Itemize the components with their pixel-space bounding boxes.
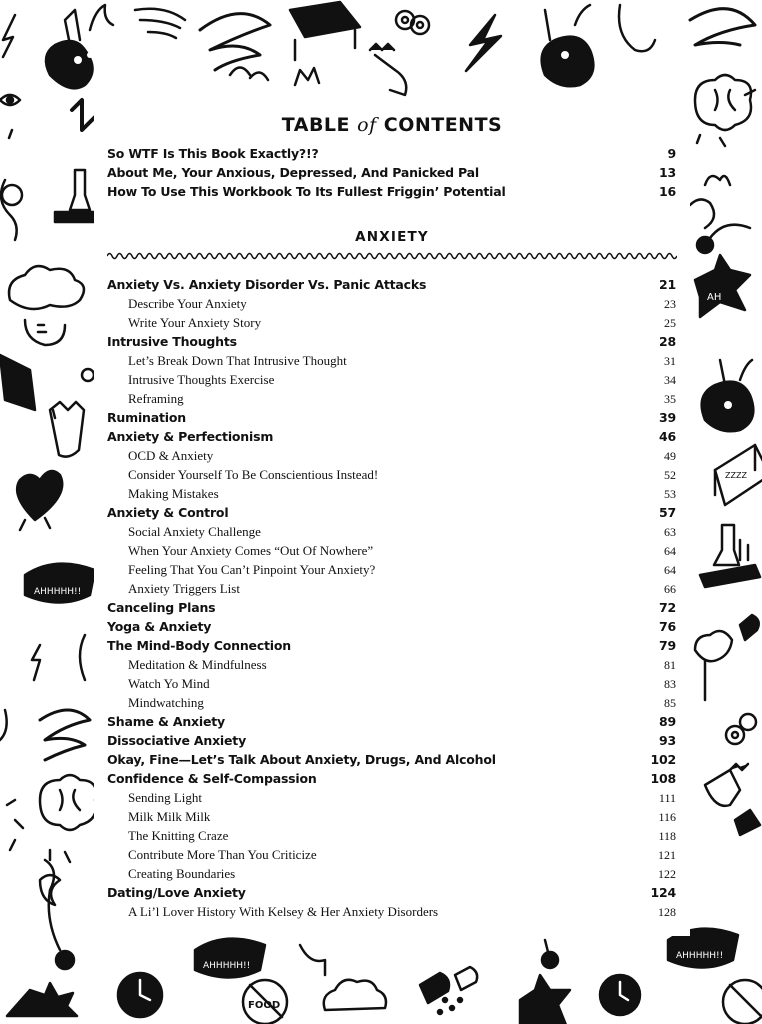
clock-icon — [600, 975, 640, 1015]
pow-text: AH — [707, 292, 722, 303]
entry-page: 118 — [658, 829, 676, 843]
entry-page: 53 — [664, 487, 676, 501]
tornado-scribble-icon — [40, 710, 90, 760]
entry-label: Rumination — [107, 410, 186, 425]
toc-subentry[interactable] — [107, 448, 676, 467]
cloud-head-icon — [324, 980, 386, 1010]
toc-subentry[interactable] — [107, 467, 676, 486]
entry-page: 34 — [664, 373, 676, 387]
lightning-icon — [32, 645, 40, 680]
bottle-icon — [55, 170, 95, 222]
entry-label: Reframing — [128, 391, 184, 406]
pill-icon — [740, 615, 759, 640]
bomb-icon — [40, 860, 74, 969]
toc-entry[interactable] — [107, 334, 676, 353]
toc-subentry[interactable] — [107, 695, 676, 714]
bomb-icon — [542, 940, 558, 968]
entry-label: Anxiety Vs. Anxiety Disorder Vs. Panic Attacks — [107, 277, 427, 292]
entry-page: 35 — [664, 392, 676, 406]
entry-label: A Li’l Lover History With Kelsey & Her Anxiety Disorders — [128, 904, 439, 919]
toc-subentry[interactable] — [107, 296, 676, 315]
flame-stomach-icon — [702, 360, 754, 431]
pow-icon — [7, 983, 77, 1016]
toc-entry[interactable] — [107, 733, 676, 752]
toc-subentry[interactable] — [107, 904, 676, 923]
title-post: CONTENTS — [383, 114, 503, 136]
flame-icon — [705, 176, 730, 185]
entry-page: 13 — [659, 165, 676, 180]
toc-subentry[interactable] — [107, 486, 676, 505]
bottle-icon — [700, 525, 760, 587]
entry-page: 121 — [658, 848, 676, 862]
entry-page: 128 — [658, 905, 676, 919]
brain-icon — [40, 775, 96, 830]
entry-page: 23 — [664, 297, 676, 311]
lightning-icon — [466, 15, 501, 71]
entry-page: 64 — [664, 563, 676, 577]
toc-entry-intro[interactable] — [107, 146, 676, 165]
toc-entry[interactable] — [107, 771, 676, 790]
toc-entry[interactable] — [107, 752, 676, 771]
toc-subentry[interactable] — [107, 353, 676, 372]
entry-page: 79 — [659, 638, 676, 653]
pow-icon — [520, 975, 570, 1024]
bed-icon — [715, 445, 762, 505]
brain-icon — [695, 75, 751, 130]
toc-entry[interactable] — [107, 410, 676, 429]
entry-page: 72 — [659, 600, 676, 615]
title-pre: TABLE — [281, 114, 351, 136]
entry-page: 93 — [659, 733, 676, 748]
ahh-text: AHHHHH!! — [203, 961, 251, 971]
cloud-head-icon — [9, 266, 84, 345]
section-heading: ANXIETY — [355, 229, 429, 245]
entry-label: Milk Milk Milk — [128, 809, 211, 824]
ahh-text: AHHHHH!! — [34, 587, 82, 597]
entry-label: Let’s Break Down That Intrusive Thought — [128, 353, 347, 368]
entry-label: Watch Yo Mind — [128, 676, 210, 691]
toc-entry[interactable] — [107, 600, 676, 619]
entry-page: 85 — [664, 696, 676, 710]
entry-page: 46 — [659, 429, 676, 444]
entry-label: Intrusive Thoughts — [107, 334, 237, 349]
hand-icon — [370, 44, 406, 95]
toc-entry[interactable] — [107, 619, 676, 638]
clock-icon — [118, 973, 162, 1017]
title-of: of — [357, 114, 377, 136]
entry-label: Write Your Anxiety Story — [128, 315, 262, 330]
toc-subentry[interactable] — [107, 543, 676, 562]
zzz-text: ZZZZ — [725, 471, 747, 480]
donut-icon — [726, 714, 756, 744]
pill-icon — [420, 967, 477, 1014]
entry-label: Describe Your Anxiety — [128, 296, 247, 311]
toc-subentry[interactable] — [107, 676, 676, 695]
heart-icon — [17, 471, 62, 530]
entry-label: Confidence & Self-Compassion — [107, 771, 317, 786]
toc-entry-intro[interactable] — [107, 165, 676, 184]
hand-icon — [50, 402, 84, 457]
ahh-bubble-icon — [195, 939, 265, 978]
entry-label: Feeling That You Can’t Pinpoint Your Anxiety? — [128, 562, 376, 577]
lightning-icon — [3, 15, 15, 57]
no-food-icon — [723, 980, 762, 1024]
entry-page: 57 — [659, 505, 676, 520]
entry-label: Contribute More Than You Criticize — [128, 847, 317, 862]
entry-label: How To Use This Workbook To Its Fullest Friggin’ Potential — [107, 184, 506, 199]
entry-label: So WTF Is This Book Exactly?!? — [107, 146, 319, 161]
entry-label: When Your Anxiety Comes “Out Of Nowhere” — [128, 543, 374, 558]
no-food-icon — [243, 980, 287, 1024]
toc-subentry[interactable] — [107, 809, 676, 828]
toc-subentry[interactable] — [107, 524, 676, 543]
entry-page: 66 — [664, 582, 676, 596]
toc-entry[interactable] — [107, 429, 676, 448]
toc-subentry[interactable] — [107, 315, 676, 334]
entry-page: 116 — [658, 810, 676, 824]
entry-page: 49 — [664, 449, 676, 463]
ahh-text: AHHHHH!! — [676, 951, 724, 961]
entry-page: 52 — [664, 468, 676, 482]
toc-subentry[interactable] — [107, 657, 676, 676]
entry-page: 21 — [659, 277, 676, 292]
cloud-head-icon — [695, 631, 732, 700]
wavy-divider — [107, 250, 677, 262]
entry-page: 76 — [659, 619, 676, 634]
entry-label: Canceling Plans — [107, 600, 216, 615]
tornado-scribble-icon — [200, 14, 270, 70]
entry-page: 83 — [664, 677, 676, 691]
entry-label: Okay, Fine—Let’s Talk About Anxiety, Drugs, And Alcohol — [107, 752, 496, 767]
entry-label: Creating Boundaries — [128, 866, 236, 881]
flame-stomach-icon — [542, 5, 594, 86]
entry-label: Making Mistakes — [128, 486, 219, 501]
cloud-head-icon — [1, 180, 22, 240]
toc-subentry[interactable] — [107, 828, 676, 847]
tornado-scribble-icon — [135, 9, 185, 38]
entry-label: Mindwatching — [128, 695, 204, 710]
entry-label: Dating/Love Anxiety — [107, 885, 246, 900]
eye-icon — [0, 95, 20, 105]
entry-label: Social Anxiety Challenge — [128, 524, 261, 539]
tornado-scribble-icon — [690, 9, 755, 45]
toc-subentry[interactable] — [107, 790, 676, 809]
entry-page: 111 — [658, 791, 676, 805]
entry-page: 122 — [658, 867, 676, 881]
face-icon — [82, 369, 94, 381]
pow-icon — [695, 255, 750, 317]
entry-label: Shame & Anxiety — [107, 714, 225, 729]
hand-icon — [705, 764, 760, 835]
entry-label: Anxiety & Control — [107, 505, 229, 520]
entry-label: OCD & Anxiety — [128, 448, 214, 463]
entry-page: 39 — [659, 410, 676, 425]
entry-label: Intrusive Thoughts Exercise — [128, 372, 275, 387]
toc-subentry[interactable] — [107, 847, 676, 866]
bed-icon — [0, 355, 35, 410]
toc-entry[interactable] — [107, 885, 676, 904]
entry-label: Meditation & Mindfulness — [128, 657, 267, 672]
toc-subentry[interactable] — [107, 866, 676, 885]
entry-label: Consider Yourself To Be Conscientious Instead! — [128, 467, 379, 482]
donut-icon — [396, 11, 429, 34]
entry-label: Yoga & Anxiety — [107, 619, 212, 634]
food-text: FOOD — [248, 1000, 281, 1011]
toc-entry[interactable] — [107, 277, 676, 296]
toc-entry[interactable] — [107, 714, 676, 733]
toc-subentry[interactable] — [107, 562, 676, 581]
entry-label: Dissociative Anxiety — [107, 733, 247, 748]
entry-page: 63 — [664, 525, 676, 539]
toc-subentry[interactable] — [107, 391, 676, 410]
entry-page: 25 — [664, 316, 676, 330]
bed-icon — [290, 2, 360, 60]
toc-panel — [94, 98, 690, 936]
entry-page: 102 — [650, 752, 676, 767]
toc-entry-intro[interactable] — [107, 184, 676, 203]
entry-page: 64 — [664, 544, 676, 558]
toc-subentry[interactable] — [107, 372, 676, 391]
entry-label: Sending Light — [128, 790, 203, 805]
entry-page: 108 — [650, 771, 676, 786]
entry-page: 28 — [659, 334, 676, 349]
entry-label: The Knitting Craze — [128, 828, 229, 843]
entry-page: 124 — [650, 885, 676, 900]
toc-subentry[interactable] — [107, 581, 676, 600]
flame-stomach-icon — [46, 5, 113, 88]
entry-label: Anxiety Triggers List — [128, 581, 240, 596]
entry-page: 9 — [667, 146, 676, 161]
entry-page: 81 — [664, 658, 676, 672]
toc-entry[interactable] — [107, 505, 676, 524]
ahh-bubble-icon — [25, 564, 95, 603]
entry-page: 89 — [659, 714, 676, 729]
toc-title — [94, 114, 690, 136]
entry-page: 16 — [659, 184, 676, 199]
toc-entry[interactable] — [107, 638, 676, 657]
entry-page: 31 — [664, 354, 676, 368]
entry-label: Anxiety & Perfectionism — [107, 429, 274, 444]
entry-label: The Mind-Body Connection — [107, 638, 291, 653]
entry-label: About Me, Your Anxious, Depressed, And Panicked Pal — [107, 165, 479, 180]
